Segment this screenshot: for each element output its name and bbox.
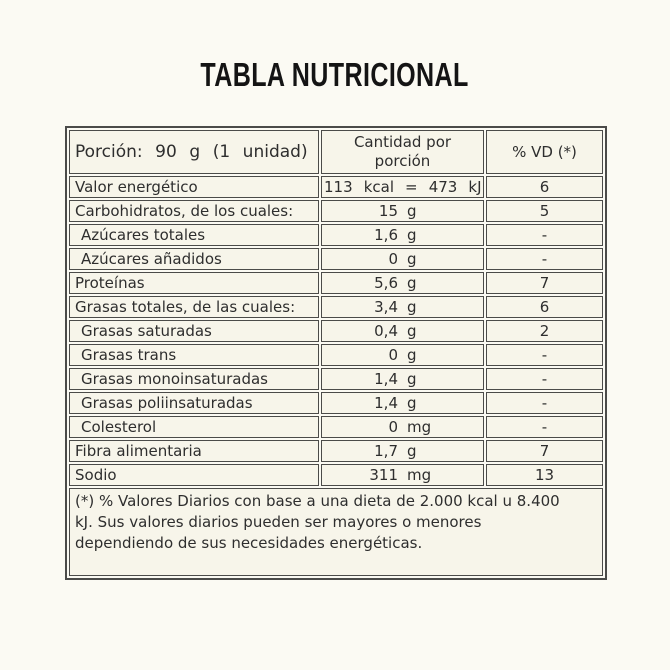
vd-cell: 2 xyxy=(486,320,603,342)
table-row xyxy=(69,440,603,462)
nutrient-label: Azúcares totales xyxy=(69,224,319,246)
vd-cell: - xyxy=(486,344,603,366)
nutrient-label: Grasas totales, de las cuales: xyxy=(69,296,319,318)
vd-cell: 5 xyxy=(486,200,603,222)
amount-unit: g xyxy=(407,346,417,364)
amount-unit: g xyxy=(407,202,417,220)
amount-cell xyxy=(321,416,484,438)
amount-cell xyxy=(321,248,484,270)
footnote-line: kJ. Sus valores diarios pueden ser mayores o menores xyxy=(75,513,482,531)
nutrient-label: Grasas poliinsaturadas xyxy=(69,392,319,414)
footnote-line: dependiendo de sus necesidades energéticas. xyxy=(75,534,423,552)
page-title-text: TABLA NUTRICIONAL xyxy=(200,56,470,93)
amount-value: 0 xyxy=(388,346,398,364)
amount-value: 0 xyxy=(388,418,398,436)
amount-cell xyxy=(321,344,484,366)
amount-unit: g xyxy=(407,250,417,268)
table-row xyxy=(69,416,603,438)
page-title xyxy=(0,56,670,94)
vd-cell: - xyxy=(486,416,603,438)
table-body xyxy=(69,176,603,486)
table-row xyxy=(69,320,603,342)
amount-unit: g xyxy=(407,274,417,292)
amount-value: 5,6 xyxy=(374,274,398,292)
vd-column-header: % VD (*) xyxy=(486,130,603,174)
amount-cell xyxy=(321,464,484,486)
table-row xyxy=(69,464,603,486)
footnote-line: (*) % Valores Diarios con base a una dieta de 2.000 kcal u 8.400 xyxy=(75,492,560,510)
amount-value: 15 xyxy=(378,202,398,220)
nutrient-label: Sodio xyxy=(69,464,319,486)
amount-value: 1,4 xyxy=(374,394,398,412)
footnote xyxy=(69,488,603,576)
amount-unit: g xyxy=(407,298,417,316)
amount-cell xyxy=(321,296,484,318)
amount-unit: g xyxy=(407,322,417,340)
vd-cell: 6 xyxy=(486,176,603,198)
amount-value: 1,7 xyxy=(374,442,398,460)
amount-cell xyxy=(321,320,484,342)
amount-unit: mg xyxy=(407,418,432,436)
amount-cell xyxy=(321,272,484,294)
vd-cell: 7 xyxy=(486,272,603,294)
table-row xyxy=(69,344,603,366)
table-row xyxy=(69,200,603,222)
nutrient-label: Azúcares añadidos xyxy=(69,248,319,270)
amount-unit: g xyxy=(407,370,417,388)
amount-value: 0 xyxy=(388,250,398,268)
amount-unit: g xyxy=(407,226,417,244)
nutrient-label: Colesterol xyxy=(69,416,319,438)
nutrient-label: Proteínas xyxy=(69,272,319,294)
footnote-row xyxy=(69,488,603,576)
nutrition-table xyxy=(65,126,607,580)
vd-cell: - xyxy=(486,392,603,414)
table-row xyxy=(69,296,603,318)
table-row xyxy=(69,224,603,246)
amount-cell xyxy=(321,440,484,462)
vd-cell: 13 xyxy=(486,464,603,486)
amount-column-header xyxy=(321,130,484,174)
vd-cell: - xyxy=(486,248,603,270)
table-header-row xyxy=(69,130,603,174)
portion-header: Porción: 90 g (1 unidad) xyxy=(69,130,319,174)
vd-cell: - xyxy=(486,224,603,246)
amount-value: 3,4 xyxy=(374,298,398,316)
vd-cell: - xyxy=(486,368,603,390)
table-row xyxy=(69,248,603,270)
table-row xyxy=(69,392,603,414)
amount-value: 1,6 xyxy=(374,226,398,244)
amount-unit: g xyxy=(407,394,417,412)
nutrient-label: Carbohidratos, de los cuales: xyxy=(69,200,319,222)
nutrient-label: Grasas saturadas xyxy=(69,320,319,342)
amount-value: 1,4 xyxy=(374,370,398,388)
vd-cell: 7 xyxy=(486,440,603,462)
nutrient-label: Grasas monoinsaturadas xyxy=(69,368,319,390)
amount-cell: 113 kcal = 473 kJ xyxy=(321,176,484,198)
amount-cell xyxy=(321,200,484,222)
nutrient-label: Fibra alimentaria xyxy=(69,440,319,462)
amount-cell xyxy=(321,392,484,414)
nutrient-label: Valor energético xyxy=(69,176,319,198)
amount-cell xyxy=(321,368,484,390)
amount-value: 0,4 xyxy=(374,322,398,340)
nutrient-label: Grasas trans xyxy=(69,344,319,366)
table-row xyxy=(69,368,603,390)
table-row xyxy=(69,272,603,294)
amount-unit: mg xyxy=(407,466,432,484)
vd-cell: 6 xyxy=(486,296,603,318)
amount-cell xyxy=(321,224,484,246)
amount-value: 311 xyxy=(369,466,398,484)
table-row xyxy=(69,176,603,198)
amount-column-header-text: Cantidad por porción xyxy=(353,133,452,170)
amount-unit: g xyxy=(407,442,417,460)
